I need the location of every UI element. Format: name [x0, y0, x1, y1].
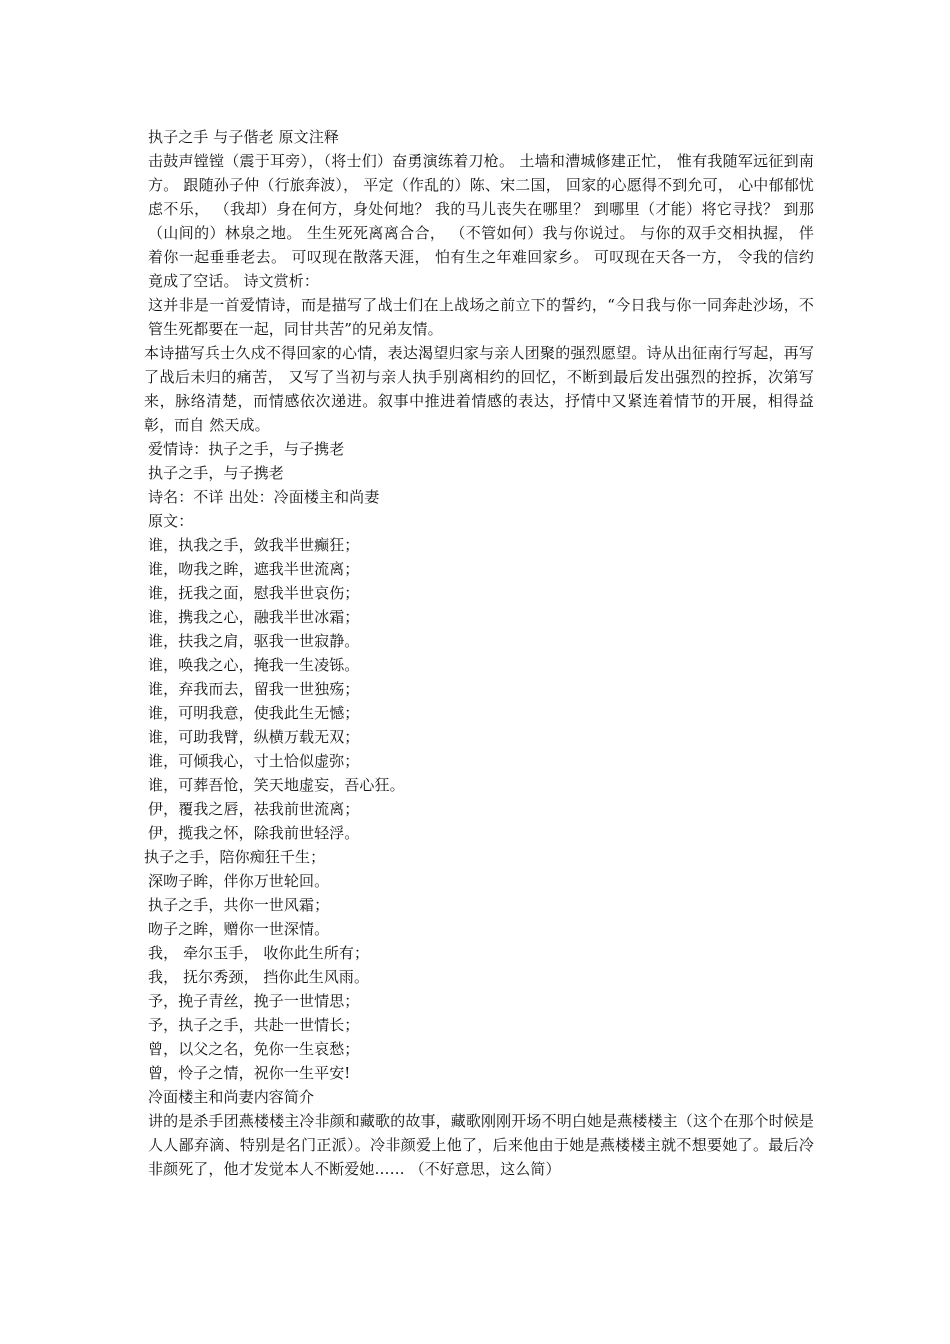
poem-line: 谁，可明我意，使我此生无憾； — [148, 704, 360, 722]
poem-line: 谁，执我之手，敛我半世癫狂； — [148, 536, 360, 554]
poem-line: 予，挽子青丝，挽子一世情思； — [148, 992, 360, 1010]
poem-line: 谁，扶我之肩，驱我一世寂静。 — [148, 632, 360, 650]
poem-line: 予，执子之手，共赴一世情长； — [148, 1016, 360, 1034]
poem-line: 吻子之眸，赠你一世深情。 — [148, 920, 330, 938]
poem-block-3 — [144, 869, 814, 1085]
poem-line: 谁，可助我臂，纵横万载无双； — [148, 728, 360, 746]
love-poem-title: 执子之手，与子携老 — [148, 464, 284, 482]
poem-line: 谁，携我之心，融我半世冰霜； — [148, 608, 360, 626]
poem-line: 谁，可葬吾怆，笑天地虚妄，吾心狂。 — [148, 776, 405, 794]
synopsis-paragraph: 讲的是杀手团燕楼楼主冷非颜和藏歌的故事，藏歌刚刚开场不明白她是燕楼楼主（这个在那个时候是人人鄙弃滴、特别是名门正派）。冷非颜爱上他了，后来他由于她是燕楼楼主就不想要她了。最后冷非颜死了，他才发觉本人不断爱她…… （不好意思，这么简） — [148, 1112, 814, 1178]
poem-line: 伊，揽我之怀，除我前世轻浮。 — [148, 824, 360, 842]
annotation-paragraph: 击鼓声镗镗（震于耳旁），（将士们）奋勇演练着刀枪。 土墙和漕城修建正忙， 惟有我随军远征到南方。 跟随孙子仲（行旅奔波）， 平定（作乱的）陈、宋二国， 回家的心愿得不到允可， 心中郁郁忧虑不乐， （我却）身在何方，身处何地？ 我的马儿丧失在哪里？ 到哪里（才能）将它寻找？ 到那（山间的）林泉之地。 生生死死离离合合， （不管如何）我与你说过。 与你的双手交相执握， 伴着你一起垂垂老去。 可叹现在散落天涯， 怕有生之年难回家乡。 可叹现在天各一方， 令我的信约竟成了空话。 诗文赏析： — [148, 152, 814, 290]
poem-line: 谁，抚我之面，慰我半世哀伤； — [148, 584, 360, 602]
poem-line: 我， 牵尔玉手， 收你此生所有； — [148, 944, 370, 962]
synopsis-heading: 冷面楼主和尚妻内容简介 — [148, 1088, 315, 1106]
poem-block-1 — [144, 533, 814, 845]
poem-line: 谁，吻我之眸，遮我半世流离； — [148, 560, 360, 578]
document-body — [144, 125, 814, 1181]
poem-line: 执子之手，陪你痴狂千生； — [144, 848, 326, 866]
poem-line: 伊，覆我之唇，祛我前世流离； — [148, 800, 360, 818]
document-title: 执子之手 与子偕老 原文注释 — [148, 128, 339, 146]
poem-line: 曾，以父之名，免你一生哀愁； — [148, 1040, 360, 1058]
poem-line: 谁，弃我而去，留我一世独殇； — [148, 680, 360, 698]
poem-line: 谁，唤我之心，掩我一生凌铄。 — [148, 656, 360, 674]
love-poem-meta: 诗名：不详 出处：冷面楼主和尚妻 — [148, 488, 380, 506]
poem-line: 深吻子眸，伴你万世轮回。 — [148, 872, 330, 890]
love-poem-heading: 爱情诗：执子之手，与子携老 — [148, 440, 345, 458]
appreciation-paragraph-2: 本诗描写兵士久戍不得回家的心情，表达渴望归家与亲人团聚的强烈愿望。诗从出征南行写起，再写了战后未归的痛苦， 又写了当初与亲人执手别离相约的回忆，不断到最后发出强烈的控拆，次第写来，脉络清楚，而情感依次递进。叙事中推进着情感的表达，抒情中又紧连着情节的开展，相得益彰，而自 然天成。 — [144, 344, 814, 434]
poem-line: 谁，可倾我心，寸土恰似虚弥； — [148, 752, 360, 770]
appreciation-paragraph-1: 这并非是一首爱情诗，而是描写了战士们在上战场之前立下的誓约，“今日我与你一同奔赴沙场，不管生死都要在一起，同甘共苦”的兄弟友情。 — [148, 296, 814, 338]
poem-line: 曾，怜子之情，祝你一生平安! — [148, 1064, 351, 1082]
poem-line: 我， 抚尔秀颈， 挡你此生风雨。 — [148, 968, 370, 986]
original-label: 原文： — [148, 512, 194, 530]
poem-block-2 — [144, 845, 814, 869]
poem-line: 执子之手，共你一世风霜； — [148, 896, 330, 914]
